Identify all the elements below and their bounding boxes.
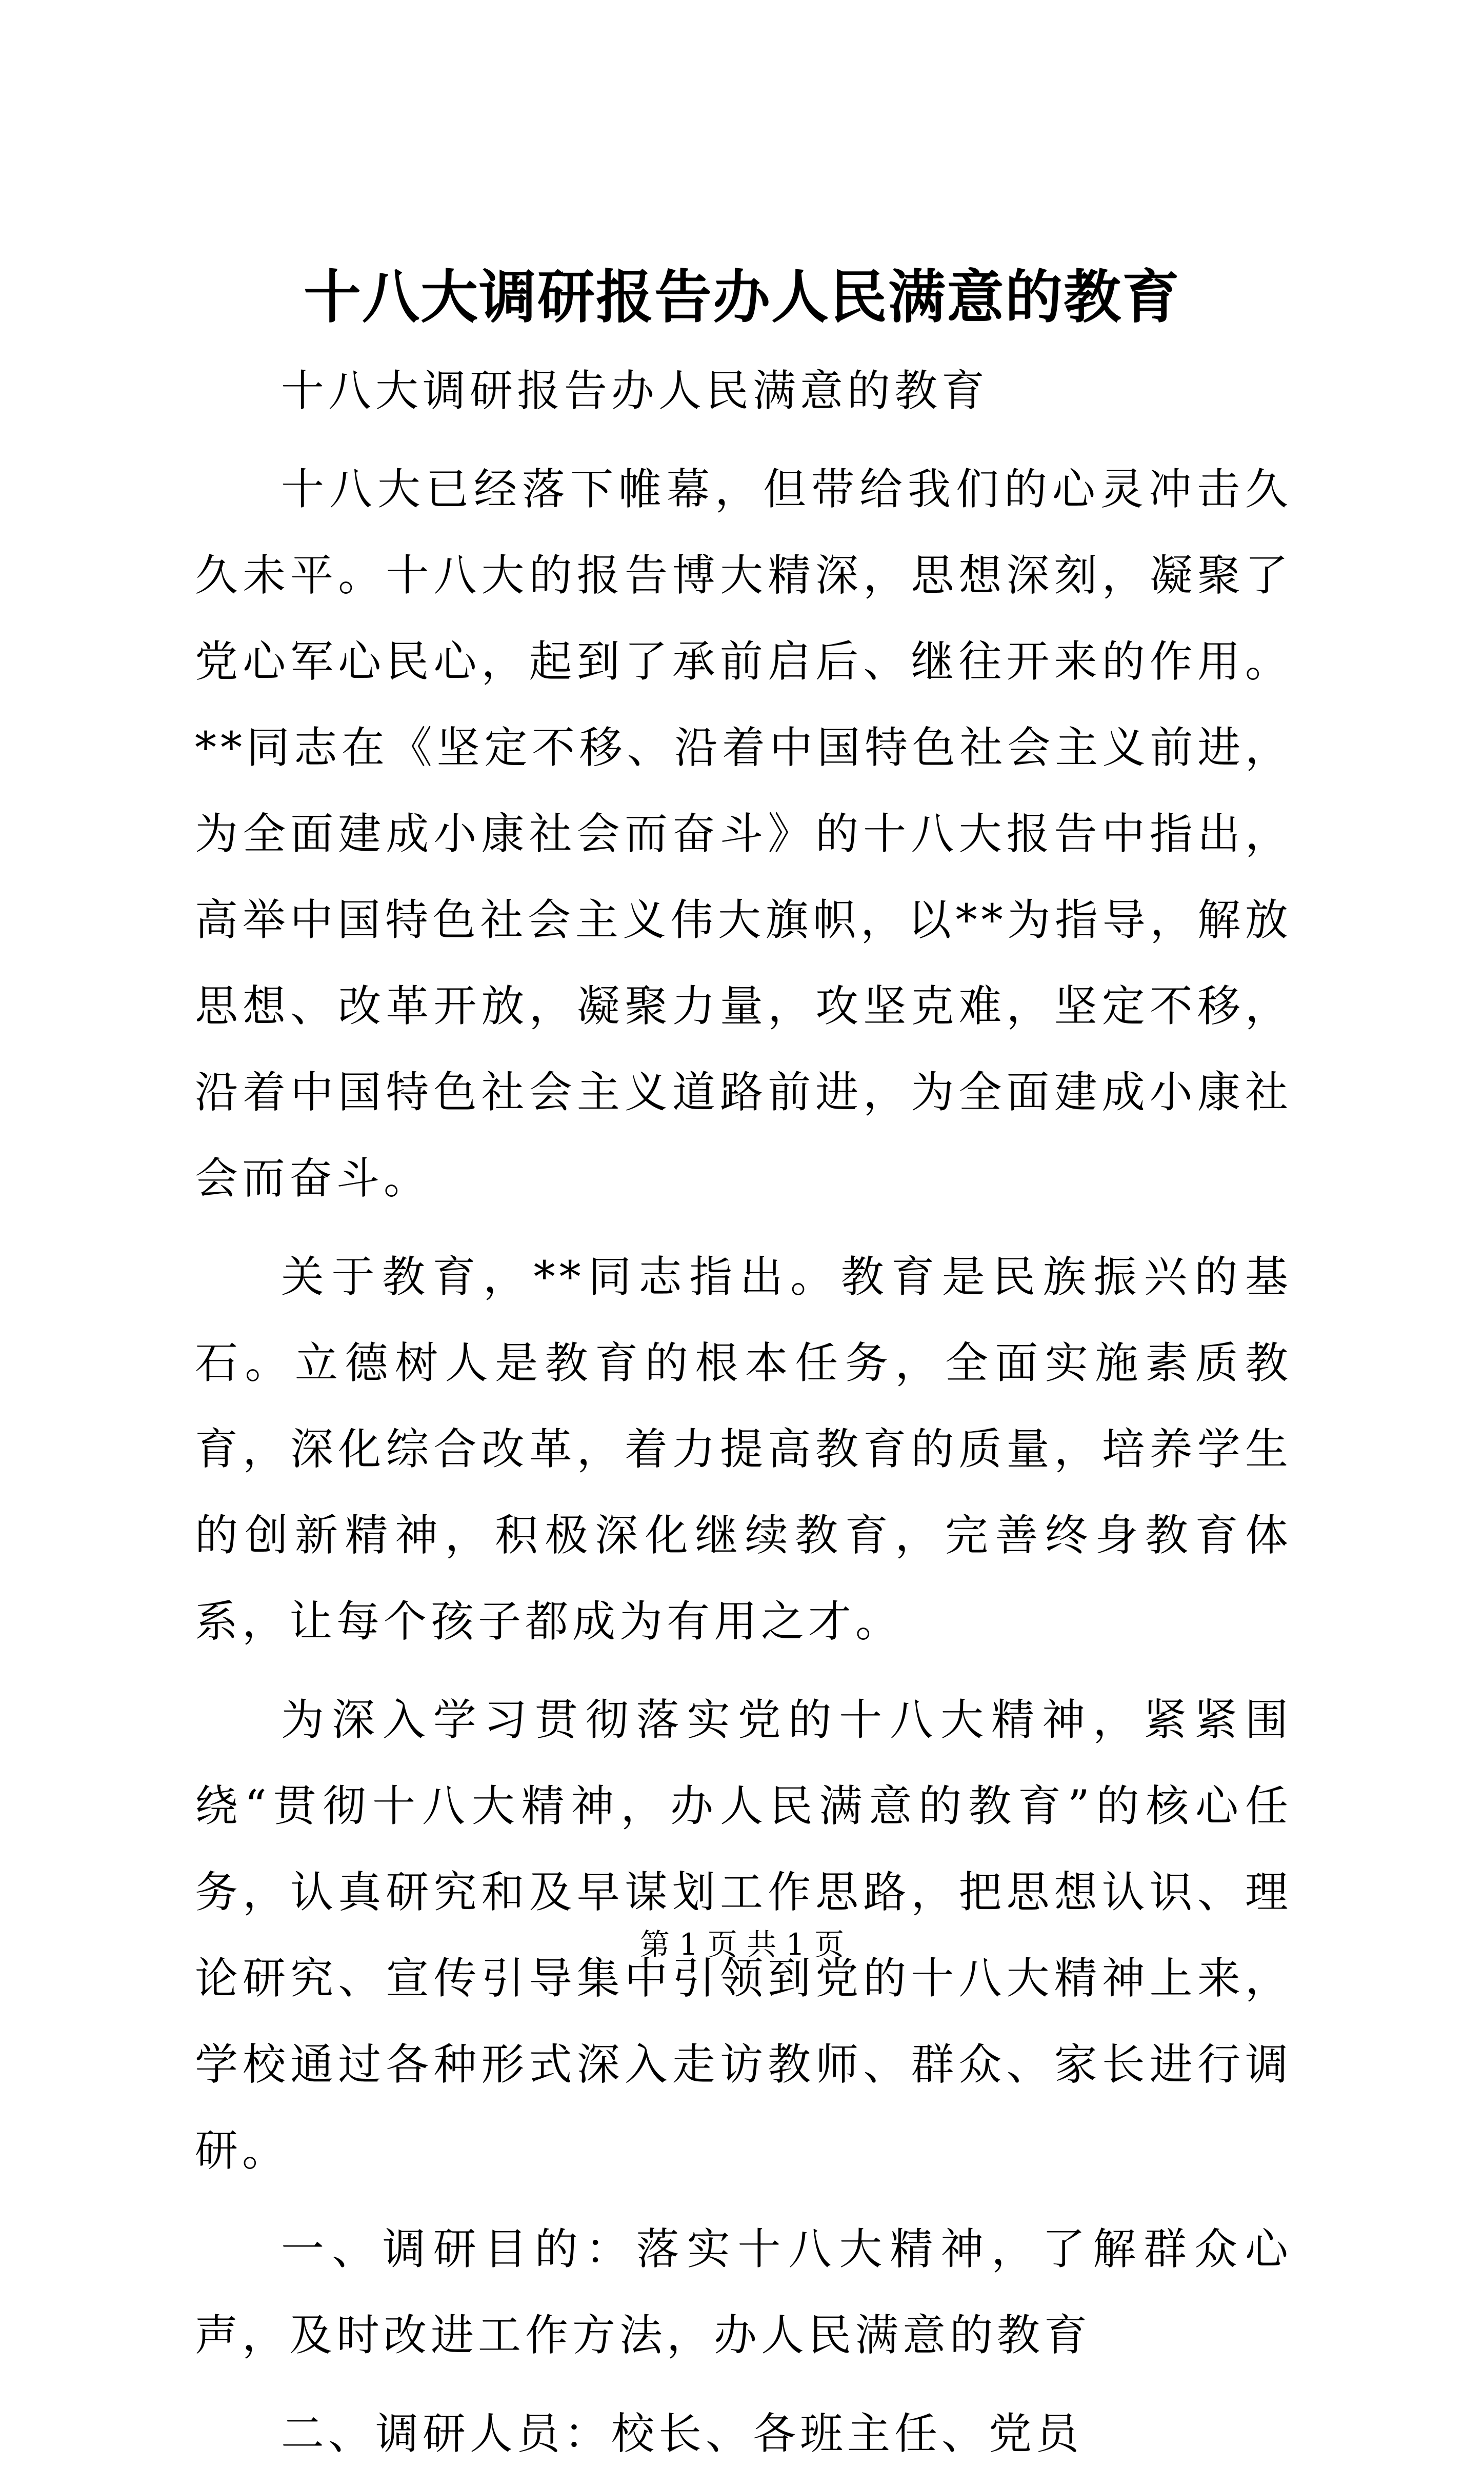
paragraph-education: 关于教育，**同志指出。教育是民族振兴的基石。立德树人是教育的根本任务，全面实施素质教育，深化综合改革，着力提高教育的质量，培养学生的创新精神，积极深化继续教育，完善终身教育体系，让每个孩子都成为有用之才。 <box>195 1252 1292 1647</box>
paragraph-intro: 十八大已经落下帷幕，但带给我们的心灵冲击久久未平。十八大的报告博大精深，思想深刻，凝聚了党心军心民心，起到了承前启后、继往开来的作用。**同志在《坚定不移、沿着中国特色社会主义前进，为全面建成小康社会而奋斗》的十八大报告中指出，高举中国特色社会主义伟大旗帜，以**为指导，解放思想、改革开放，凝聚力量，攻坚克难，坚定不移，沿着中国特色社会主义道路前进，为全面建成小康社会而奋斗。 <box>195 464 1292 1203</box>
document-title: 十八大调研报告办人民满意的教育 <box>304 264 1180 331</box>
document-body <box>195 348 1292 2489</box>
paragraph-purpose: 为深入学习贯彻落实党的十八大精神，紧紧围绕“贯彻十八大精神，办人民满意的教育”的核心任务，认真研究和及早谋划工作思路，把思想认识、理论研究、宣传引导集中引领到党的十八大精神上来，学校通过各种形式深入走访教师、群众、家长进行调研。 <box>195 1695 1292 2176</box>
page-footer: 第 1 页 共 1 页 <box>640 1927 844 1962</box>
paragraph-subtitle: 十八大调研报告办人民满意的教育 <box>281 366 989 416</box>
paragraph-research-staff: 二、调研人员：校长、各班主任、党员 <box>281 2408 1084 2459</box>
paragraph-research-goal: 一、调研目的：落实十八大精神，了解群众心声，及时改进工作方法，办人民满意的教育 <box>195 2224 1292 2360</box>
